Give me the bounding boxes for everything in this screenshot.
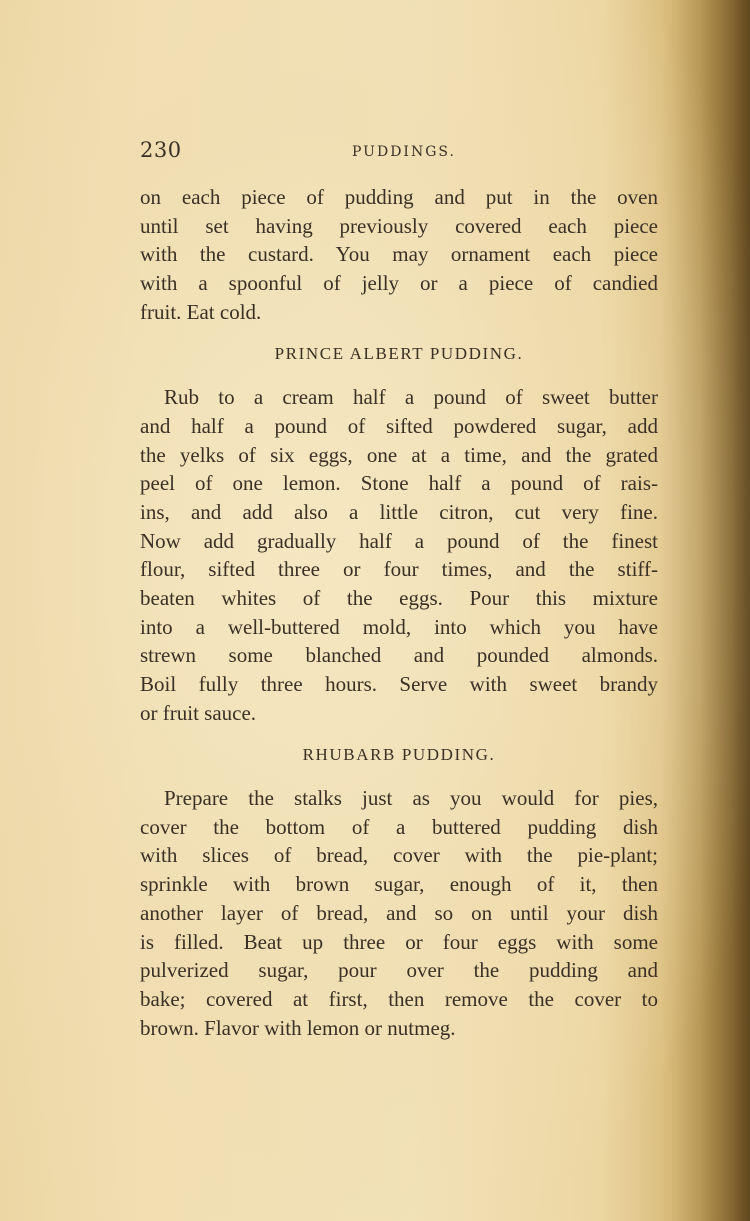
text-line: beaten whites of the eggs. Pour this mixture <box>140 585 658 610</box>
text-line: on each piece of pudding and put in the oven <box>140 185 658 209</box>
text-line: ins, and add also a little citron, cut very fine. <box>140 499 658 524</box>
text-line: with a spoonful of jelly or a piece of candied <box>140 271 658 296</box>
text-line: another layer of bread, and so on until your dish <box>140 900 658 925</box>
text-line: sprinkle with brown sugar, enough of it, then <box>140 872 658 897</box>
spine-shadow <box>660 0 750 1221</box>
spacer <box>140 770 658 784</box>
recipe-title: RHUBARB PUDDING. <box>302 745 496 765</box>
recipe-paragraph <box>140 784 658 1042</box>
text-line: Prepare the stalks just as you would for pies, <box>164 786 658 811</box>
text-line: brown. Flavor with lemon or nutmeg. <box>140 1015 456 1040</box>
text-line: and half a pound of sifted powdered sugar, add <box>140 413 658 438</box>
text-line: until set having previously covered each piece <box>140 213 658 238</box>
spacer <box>140 727 658 741</box>
body-text <box>140 183 658 1042</box>
text-line: pulverized sugar, pour over the pudding and <box>140 958 658 983</box>
text-line: with the custard. You may ornament each piece <box>140 242 658 267</box>
text-line: bake; covered at first, then remove the cover to <box>140 986 658 1011</box>
text-line: with slices of bread, cover with the pie-plant; <box>140 843 658 868</box>
recipe-paragraph <box>140 383 658 727</box>
text-line: Now add gradually half a pound of the finest <box>140 528 658 553</box>
text-line: is filled. Beat up three or four eggs with some <box>140 929 658 954</box>
spacer <box>140 369 658 383</box>
running-head <box>140 136 660 168</box>
text-line: the yelks of six eggs, one at a time, and the grated <box>140 442 658 467</box>
text-line: Rub to a cream half a pound of sweet butter <box>164 385 658 410</box>
spacer <box>140 326 658 340</box>
text-line: peel of one lemon. Stone half a pound of rais- <box>140 471 658 496</box>
continuation-paragraph <box>140 183 658 326</box>
text-line: or fruit sauce. <box>140 700 257 725</box>
running-title: PUDDINGS. <box>352 144 456 160</box>
text-line: strewn some blanched and pounded almonds. <box>140 643 658 668</box>
text-line: into a well-buttered mold, into which you have <box>140 614 658 639</box>
text-line: fruit. Eat cold. <box>140 299 262 324</box>
text-line: cover the bottom of a buttered pudding dish <box>140 814 658 839</box>
text-line: Boil fully three hours. Serve with sweet brandy <box>140 672 658 696</box>
recipe-title: PRINCE ALBERT PUDDING. <box>274 344 524 364</box>
text-line: flour, sifted three or four times, and the stiff- <box>140 557 658 582</box>
page-number: 230 <box>140 138 182 162</box>
